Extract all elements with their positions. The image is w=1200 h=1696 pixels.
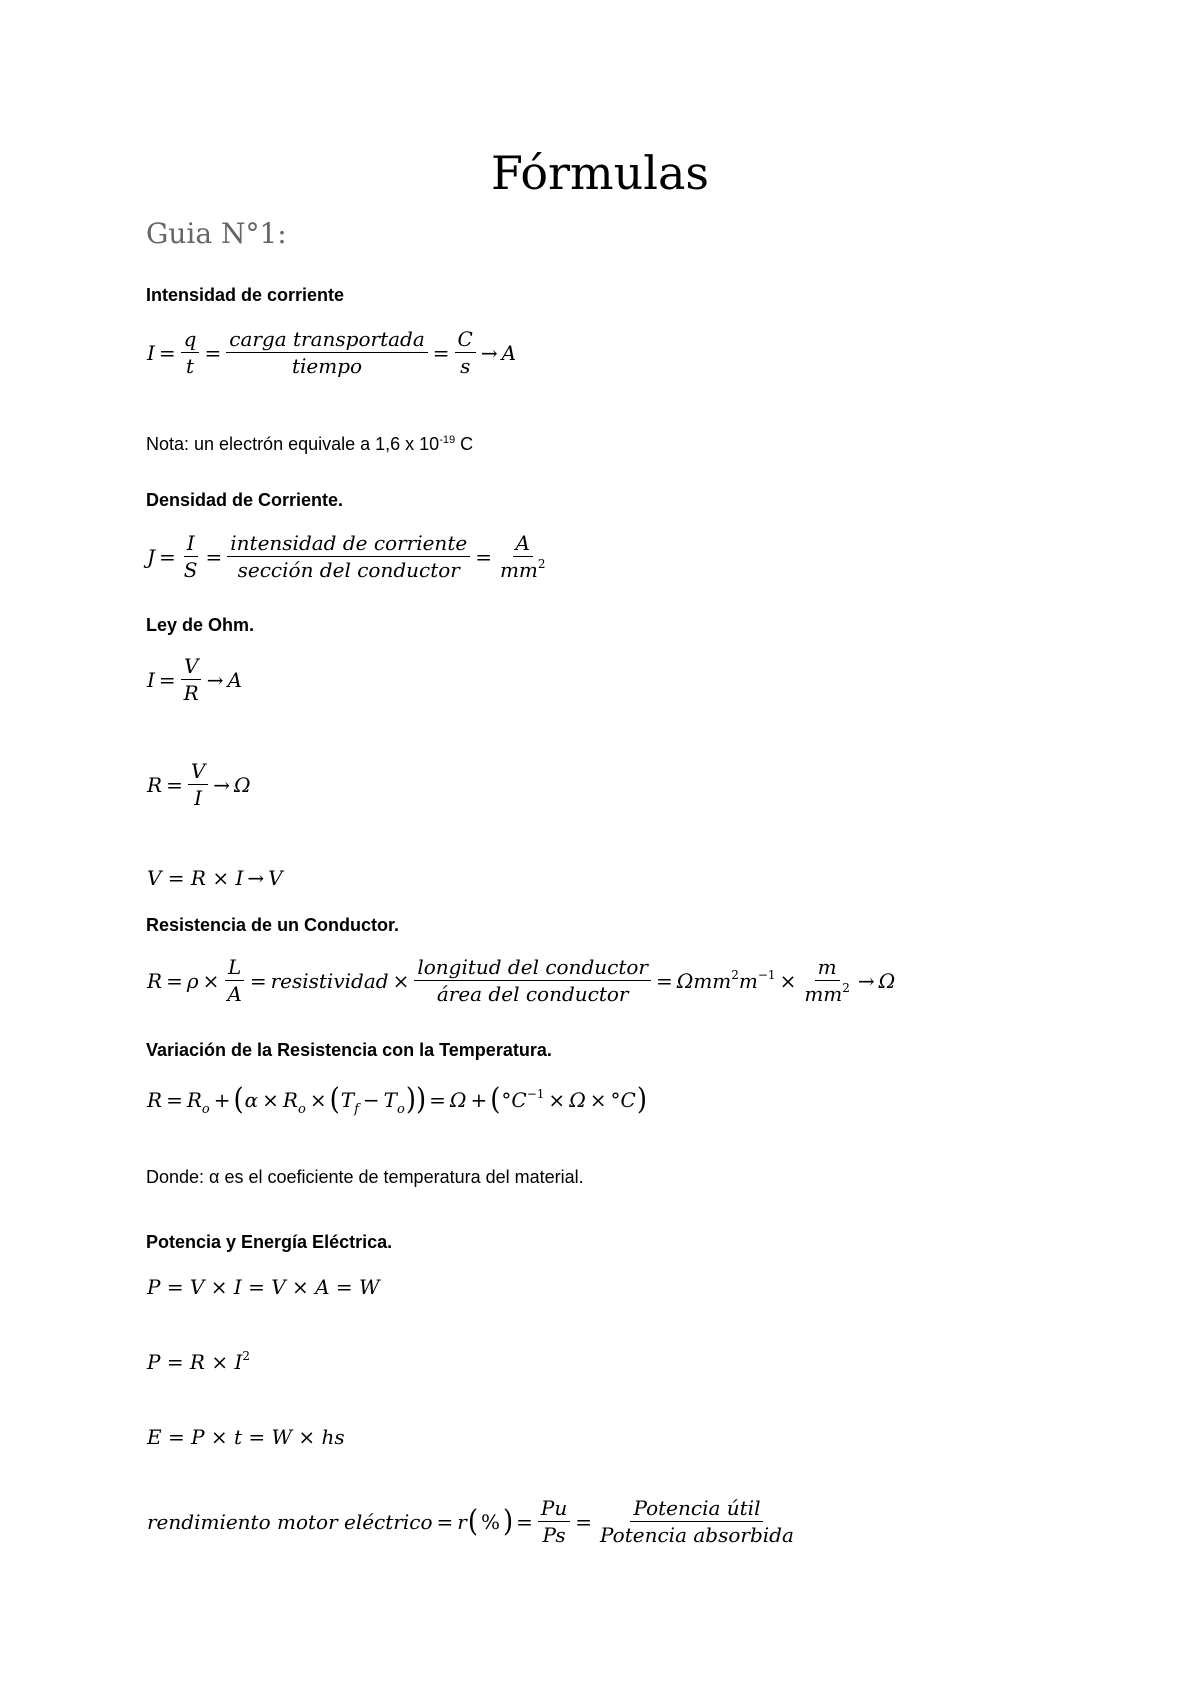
formula-resistencia: R = ρ × $\frac{L}{A}$ = resistividad × $\frac{\text{longitud del conductor}}{\text{área del conductor}}$ = $\Omega mm^2m^{-1}$ × $\frac{m}{mm^2}$ → Ω xyxy=(147,955,896,1006)
fraction-q-t: $\frac{q}{t}$ xyxy=(181,328,200,378)
heading-densidad: Densidad de Corriente. xyxy=(146,490,344,510)
heading-variacion: Variación de la Resistencia con la Temperatura. xyxy=(146,1040,552,1060)
formula-rendimiento: rendimiento motor eléctrico = r ( % ) = $\frac{Pu}{Ps}$ = $\frac{\text{Potencia útil}}{\text{Potencia absorbida}}$ xyxy=(147,1496,794,1547)
formula-energia: E = P × t = W × hs xyxy=(147,1425,345,1449)
formula-variacion: R = $R_o$ + ( α × $R_o$ × ( $T_f$ − $T_o$ )) = Ω + ( $^\circ C^{-1}$ × Ω × °C ) xyxy=(147,1082,648,1118)
formula-ohm-resistance: R = $\frac{V}{I}$ → Ω xyxy=(147,759,251,810)
heading-resistencia: Resistencia de un Conductor. xyxy=(146,915,400,935)
fraction-c-s: $\frac{C}{s}$ xyxy=(455,328,476,378)
formula-ohm-voltage: V = R × I → V xyxy=(147,866,283,890)
note-electron: Nota: un electrón equivale a 1,6 x $10^{-19}$ C xyxy=(146,434,474,454)
page-title: Fórmulas xyxy=(490,146,710,200)
formula-potencia-resistencia: $P = R \times I^2$ xyxy=(147,1349,251,1374)
formula-densidad: J = $\frac{I}{S}$ = $\frac{\text{intensidad de corriente}}{\text{sección del conductor}}$ = $\frac{A}{mm^2}$ xyxy=(147,531,546,582)
heading-intensidad: Intensidad de corriente xyxy=(146,285,345,305)
formula-intensidad: I = $\frac{q}{t}$ = $\frac{\text{carga transportada}}{\text{tiempo}}$ = $\frac{C}{s}$ → A xyxy=(147,327,517,378)
formula-ohm-current: I = $\frac{V}{R}$ → A xyxy=(147,654,242,705)
formula-potencia: P = V × I = V × A = W xyxy=(147,1275,380,1299)
heading-potencia: Potencia y Energía Eléctrica. xyxy=(146,1232,393,1252)
guide-subtitle: Guia N°1: xyxy=(146,217,287,250)
note-alpha: Donde: α es el coeficiente de temperatura del material. xyxy=(146,1167,584,1187)
heading-ohm: Ley de Ohm. xyxy=(146,615,255,635)
fraction-carga-tiempo: $\frac{\text{carga transportada}}{\text{tiempo}}$ xyxy=(226,328,428,378)
